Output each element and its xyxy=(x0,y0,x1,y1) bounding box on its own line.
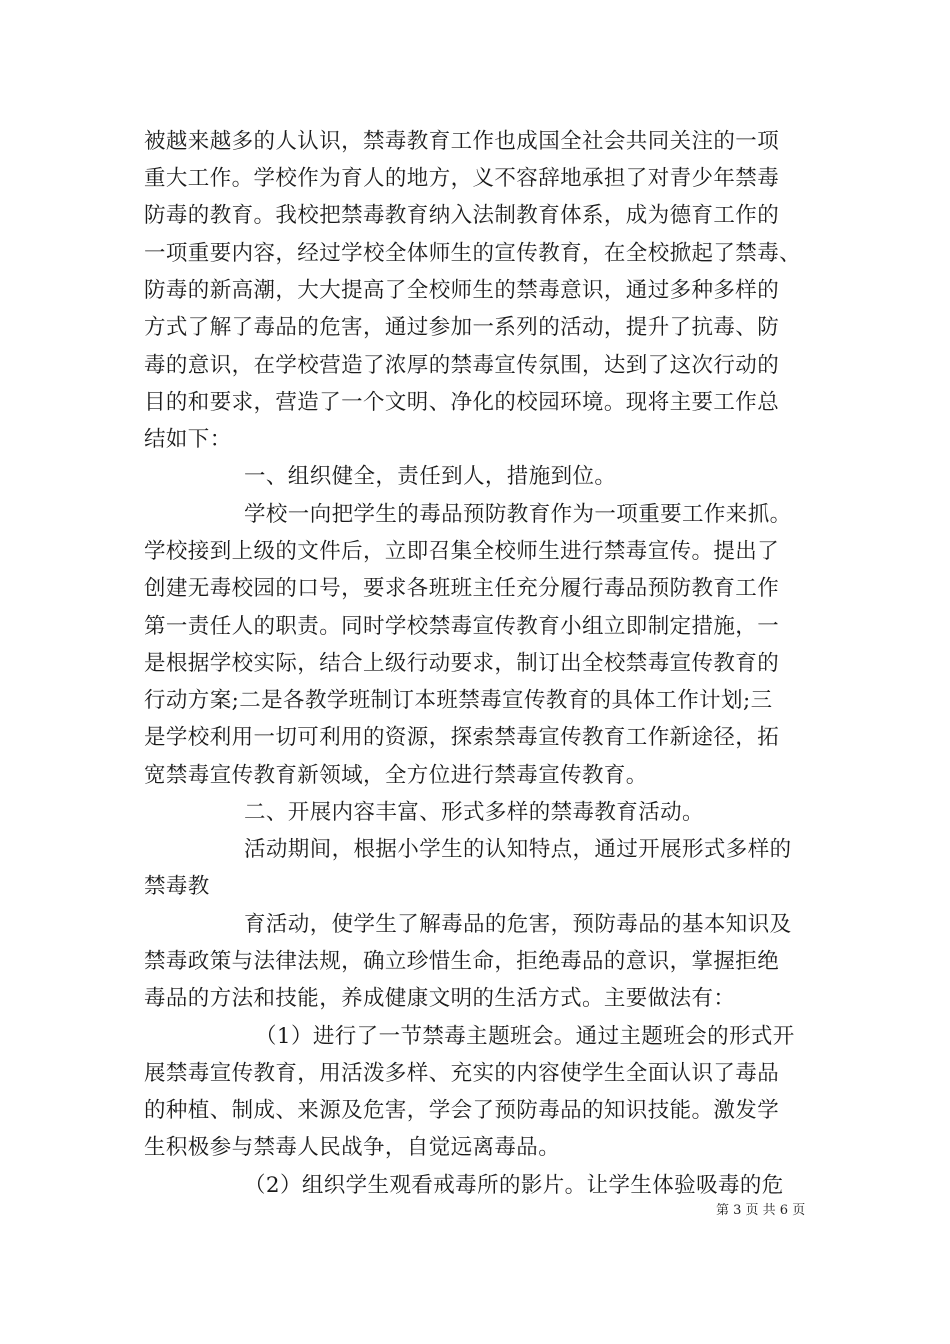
page-number-footer: 第 3 页 共 6 页 xyxy=(716,1203,806,1218)
text-line: 目的和要求，营造了一个文明、净化的校园环境。现将主要工作总 xyxy=(144,390,780,415)
text-line: 禁毒政策与法律法规，确立珍惜生命，拒绝毒品的意识，掌握拒绝 xyxy=(144,949,780,974)
text-line: 展禁毒宣传教育，用活泼多样、充实的内容使学生全面认识了毒品 xyxy=(144,1061,780,1086)
text-line: 毒品的方法和技能，养成健康文明的生活方式。主要做法有： xyxy=(144,986,736,1011)
text-line: 第一责任人的职责。同时学校禁毒宣传教育小组立即制定措施，一 xyxy=(144,614,780,639)
list-item: （1）进行了一节禁毒主题班会。通过主题班会的形式开 xyxy=(255,1024,795,1049)
text-line: 防毒的教育。我校把禁毒教育纳入法制教育体系，成为德育工作的 xyxy=(144,203,780,228)
text-line: 防毒的新高潮，大大提高了全校师生的禁毒意识，通过多种多样的 xyxy=(144,278,780,303)
text-line: 生积极参与禁毒人民战争，自觉远离毒品。 xyxy=(144,1135,561,1160)
text-line: 一项重要内容，经过学校全体师生的宣传教育，在全校掀起了禁毒、 xyxy=(144,241,802,266)
text-line: 宽禁毒宣传教育新领域，全方位进行禁毒宣传教育。 xyxy=(144,763,648,788)
text-line: 学校接到上级的文件后，立即召集全校师生进行禁毒宣传。提出了 xyxy=(144,539,780,564)
section-heading: 一、组织健全，责任到人，措施到位。 xyxy=(244,464,617,489)
text-line: 行动方案;二是各教学班制订本班禁毒宣传教育的具体工作计划;三 xyxy=(144,688,773,713)
text-line: 方式了解了毒品的危害，通过参加一系列的活动，提升了抗毒、防 xyxy=(144,315,780,340)
text-line: 的种植、制成、来源及危害，学会了预防毒品的知识技能。激发学 xyxy=(144,1098,780,1123)
section-heading: 二、开展内容丰富、形式多样的禁毒教育活动。 xyxy=(244,800,704,825)
list-item: （2）组织学生观看戒毒所的影片。让学生体验吸毒的危 xyxy=(244,1173,784,1198)
text-line: 结如下： xyxy=(144,427,232,452)
text-line: 禁毒教 xyxy=(144,874,210,899)
text-line: 是学校利用一切可利用的资源，探索禁毒宣传教育工作新途径，拓 xyxy=(144,725,780,750)
text-line: 育活动，使学生了解毒品的危害，预防毒品的基本知识及 xyxy=(244,912,792,937)
text-line: 是根据学校实际，结合上级行动要求，制订出全校禁毒宣传教育的 xyxy=(144,651,780,676)
text-line: 创建无毒校园的口号，要求各班班主任充分履行毒品预防教育工作 xyxy=(144,576,780,601)
text-line: 学校一向把学生的毒品预防教育作为一项重要工作来抓。 xyxy=(244,502,792,527)
text-line: 活动期间，根据小学生的认知特点，通过开展形式多样的 xyxy=(244,837,792,862)
text-line: 被越来越多的人认识，禁毒教育工作也成国全社会共同关注的一项 xyxy=(144,129,780,154)
text-line: 毒的意识，在学校营造了浓厚的禁毒宣传氛围，达到了这次行动的 xyxy=(144,353,780,378)
text-line: 重大工作。学校作为育人的地方，义不容辞地承担了对青少年禁毒 xyxy=(144,166,780,191)
